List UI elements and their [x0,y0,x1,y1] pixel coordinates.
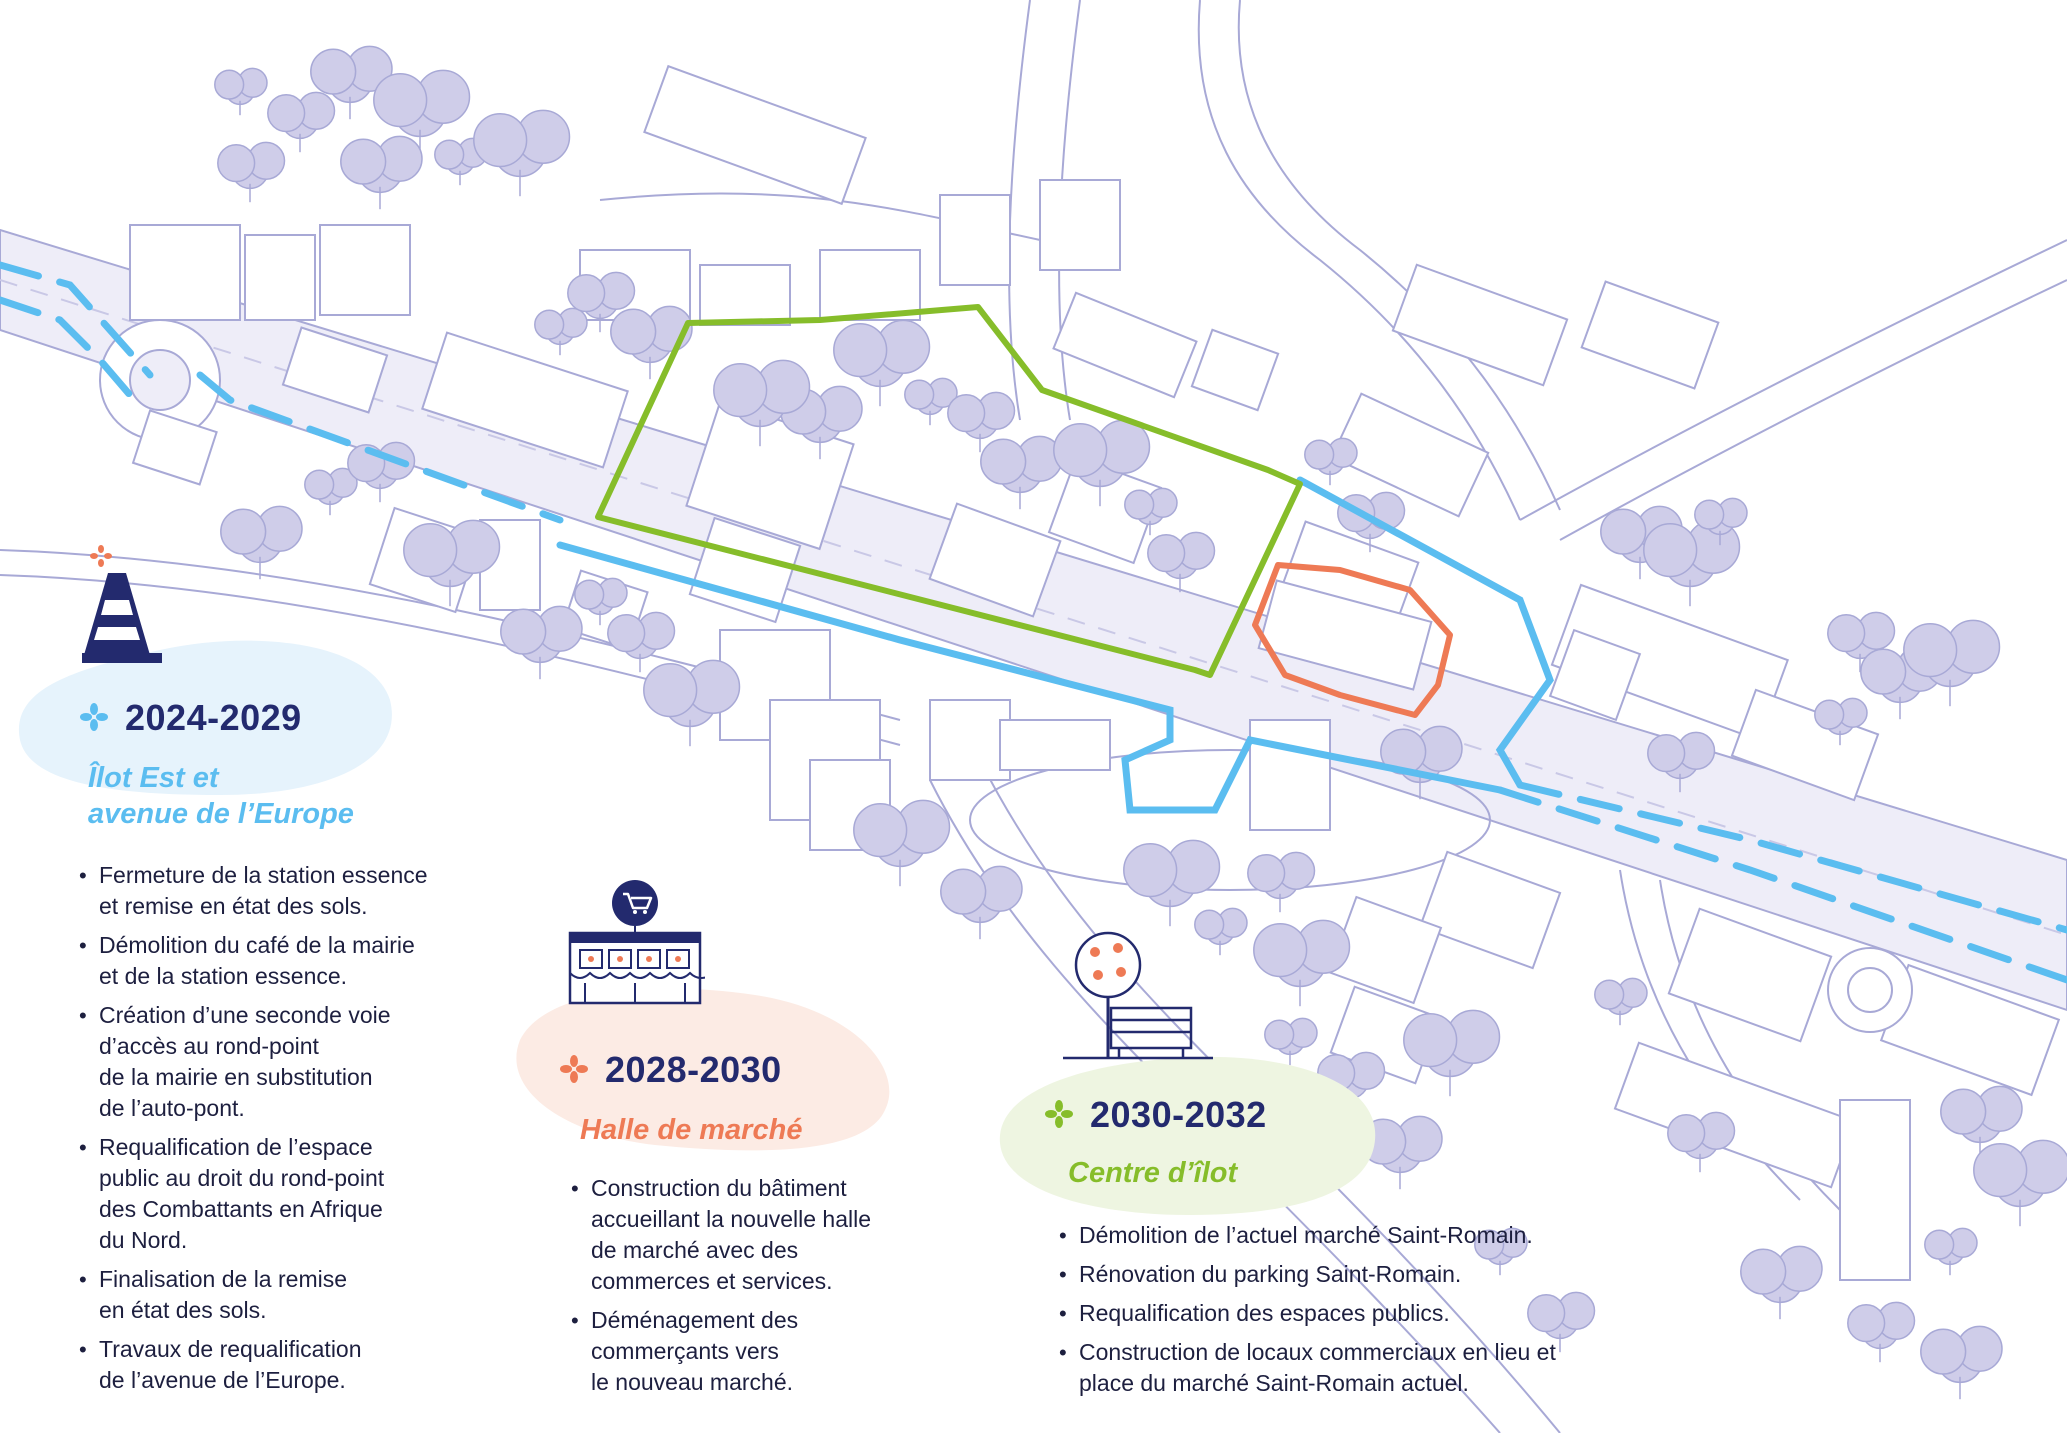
list-item-line: • Travaux de requalification [99,1336,362,1362]
list-item-line: et remise en état des sols. [99,893,368,919]
tree-canopy [1921,1329,1966,1374]
list-item-line: • Création d’une seconde voie [99,1002,391,1028]
tree-canopy [341,139,386,184]
list-item-line: • Démolition du café de la mairie [99,932,415,958]
tree-canopy [501,609,546,654]
phase-3-title [1068,1155,1237,1191]
traffic-cone-icon [82,545,162,670]
list-item [571,1173,951,1297]
list-item [1059,1337,1659,1399]
list-item-line: de l’auto-pont. [99,1095,245,1121]
tree-canopy [1305,440,1334,469]
tree-canopy [1828,615,1865,652]
list-item [79,1000,499,1124]
list-item-line: • Fermeture de la station essence [99,862,428,888]
list-item-line: public au droit du rond-point [99,1165,385,1191]
tree-canopy [215,70,244,99]
tree-canopy [1925,1230,1954,1259]
tree-canopy [535,310,564,339]
list-item [1059,1298,1659,1329]
list-item-line: de la mairie en substitution [99,1064,373,1090]
tree-canopy [1848,1305,1885,1342]
tree-canopy [568,275,605,312]
list-item-line: accueillant la nouvelle halle [591,1206,872,1232]
list-item-line: place du marché Saint-Romain actuel. [1079,1370,1469,1396]
list-item-line: de l’avenue de l’Europe. [99,1367,346,1393]
tree-canopy [854,804,907,857]
tree-canopy [374,74,427,127]
phase-3-star-icon [1045,1100,1073,1128]
tree-canopy [1254,924,1307,977]
tree-canopy [644,664,697,717]
phase-1-title [88,760,354,832]
phase-1-task-list [79,860,499,1404]
list-item [1059,1220,1659,1251]
list-item [1059,1259,1659,1290]
list-item-line: des Combattants en Afrique [99,1196,383,1222]
list-item-line: • Rénovation du parking Saint-Romain. [1079,1261,1462,1287]
list-item-line: • Construction de locaux commerciaux en lieu et [1079,1339,1556,1365]
tree-canopy [474,114,527,167]
list-item [79,930,499,992]
list-item-line: de marché avec des [591,1237,799,1263]
market-hall-cart-icon [565,878,705,1008]
tree-canopy [1941,1089,1986,1134]
list-item [79,860,499,922]
tree-canopy [1601,509,1646,554]
tree-canopy [1148,535,1185,572]
list-item-line: • Démolition de l’actuel marché Saint-Romain. [1079,1222,1533,1248]
list-item-line: et de la station essence. [99,963,348,989]
tree-canopy [834,324,887,377]
tree-canopy [1741,1249,1786,1294]
tree-canopy [1644,524,1697,577]
tree-canopy [714,364,767,417]
tree-canopy [1695,500,1724,529]
tree-canopy [1904,624,1957,677]
tree-canopy [1248,855,1285,892]
tree-canopy [611,309,656,354]
phase-2-star-icon [560,1055,588,1083]
tree-canopy [1595,980,1624,1009]
tree-canopy [1861,649,1906,694]
phase-3-title-line-1: Centre d’îlot [1068,1157,1238,1189]
list-item [79,1132,499,1256]
phase-2-title [580,1112,802,1148]
tree-canopy [608,615,645,652]
tree-canopy [311,49,356,94]
tree-canopy [1404,1014,1457,1067]
tree-canopy [941,869,986,914]
phase-1-title-line-2: avenue de l’Europe [88,798,354,830]
list-item [571,1305,951,1398]
tree-canopy [575,580,604,609]
phase-2-task-list [571,1173,951,1406]
phase-1-title-line-1: Îlot Est et [88,762,219,794]
list-item-line: le nouveau marché. [591,1369,794,1395]
tree-canopy [218,145,255,182]
list-item-line: • Requalification des espaces publics. [1079,1300,1450,1326]
tree-canopy [981,439,1026,484]
list-item [79,1264,499,1326]
list-item-line: commerces et services. [591,1268,833,1294]
list-item-line: en état des sols. [99,1297,267,1323]
list-item-line: commerçants vers [591,1338,779,1364]
phase-3-years: 2030-2032 [1090,1094,1267,1135]
list-item-line: du Nord. [99,1227,188,1253]
phase-1-star-icon [80,703,108,731]
tree-canopy [221,509,266,554]
list-item-line: • Requalification de l’espace [99,1134,373,1160]
phase-2-years: 2028-2030 [605,1049,782,1090]
tree-canopy [435,140,464,169]
list-item-line: • Finalisation de la remise [99,1266,348,1292]
phase-3-task-list [1059,1220,1659,1407]
phase-1-years: 2024-2029 [125,697,302,738]
tree-canopy [1974,1144,2027,1197]
tree-canopy [1125,490,1154,519]
tree-canopy [1648,735,1685,772]
tree-canopy [268,95,305,132]
tree-canopy [1124,844,1177,897]
tree-canopy [948,395,985,432]
tree-canopy [404,524,457,577]
tree-canopy [905,380,934,409]
list-item-line: • Déménagement des [591,1307,799,1333]
tree-canopy [1815,700,1844,729]
tree-canopy [1054,424,1107,477]
tree-canopy [305,470,334,499]
phase-2-title-line-1: Halle de marché [580,1114,803,1146]
tree-canopy [1668,1115,1705,1152]
list-item-line: d’accès au rond-point [99,1033,319,1059]
list-item [79,1334,499,1396]
list-item-line: • Construction du bâtiment [591,1175,847,1201]
tree-bench-icon [1063,930,1213,1065]
